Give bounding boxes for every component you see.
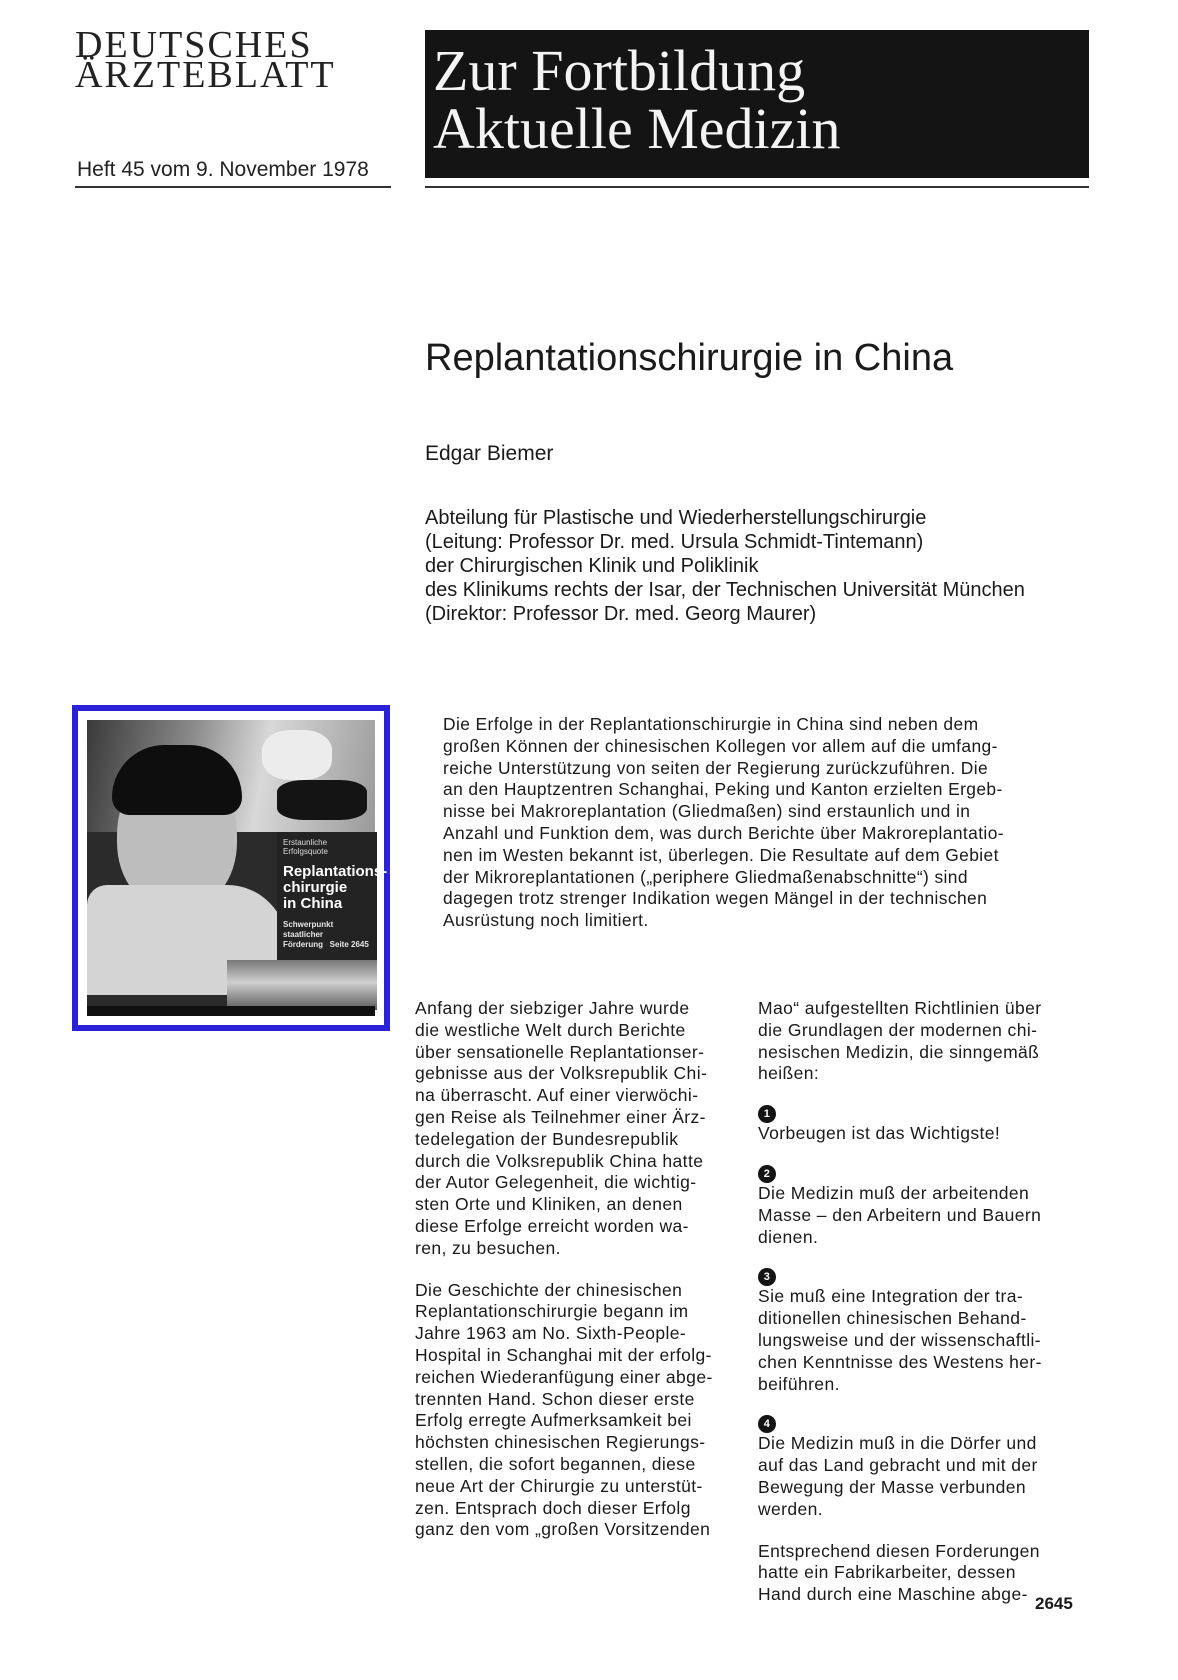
affiliation-line: (Direktor: Professor Dr. med. Georg Maurer) <box>425 603 817 625</box>
body-line: Hand durch eine Maschine abge- <box>758 1584 1028 1605</box>
banner-line-1: Zur Fortbildung <box>433 38 806 103</box>
body-line: stellen, die sofort begannen, diese <box>415 1453 696 1474</box>
body-line: über sensationelle Replantationser- <box>415 1041 705 1062</box>
number-bullet-icon: 4 <box>758 1415 776 1433</box>
body-line: nesischen Medizin, die sinngemäß <box>758 1041 1040 1062</box>
body-paragraph-2 <box>415 1280 745 1542</box>
cover-sub-1: Schwerpunkt staatlicher <box>283 920 334 939</box>
guideline-line: werden. <box>758 1498 824 1519</box>
cover-sub-3: Seite 2645 <box>329 940 369 949</box>
cover-sub-2: Förderung <box>283 940 323 949</box>
abstract-line: großen Können der chinesischen Kollegen vor allem auf die umfang- <box>443 735 998 756</box>
body-line: gebnisse aus der Volksrepublik Chi- <box>415 1063 708 1084</box>
body-line: die westliche Welt durch Berichte <box>415 1019 686 1040</box>
guideline-line <box>758 1105 1088 1145</box>
guideline-line <box>758 1165 1088 1205</box>
body-line: zen. Entsprach doch dieser Erfolg <box>415 1497 691 1518</box>
abstract-line: nisse bei Makroreplantation (Gliedmaßen) sind erstaunlich und in <box>443 801 971 822</box>
guideline-item-3 <box>758 1268 1088 1395</box>
photo-raised-hand <box>262 730 332 780</box>
cover-headline: Replantations- <box>283 863 388 880</box>
guideline-line: Masse – den Arbeitern und Bauern <box>758 1204 1042 1225</box>
body-line: heißen: <box>758 1063 820 1084</box>
body-line: Replantationschirurgie begann im <box>415 1301 689 1322</box>
guideline-item-4 <box>758 1415 1088 1520</box>
cover-headline: in China <box>283 895 343 912</box>
number-bullet-icon: 2 <box>758 1165 776 1183</box>
masthead-line-2: ÄRZTEBLATT <box>75 54 336 96</box>
guideline-text: Sie muß eine Integration der tra- <box>758 1286 1024 1307</box>
body-line: Entsprechend diesen Forderungen <box>758 1540 1040 1561</box>
guideline-line: beiführen. <box>758 1373 840 1394</box>
guideline-text: Die Medizin muß der arbeitenden <box>758 1182 1030 1203</box>
body-line: gen Reise als Teilnehmer einer Ärz- <box>415 1106 706 1127</box>
article-title: Replantationschirurgie in China <box>425 337 954 379</box>
photo-surgery-scene <box>227 960 377 1010</box>
cover-kicker: Erstaunliche Erfolgsquote <box>283 838 328 856</box>
affiliation-line: der Chirurgischen Klinik und Poliklinik <box>425 555 759 577</box>
affiliation-line: des Klinikums rechts der Isar, der Technischen Universität München <box>425 579 1025 601</box>
body-paragraph-intro <box>758 998 1088 1085</box>
abstract-line: dagegen trotz strenger Indikation wegen Mängel in der technischen <box>443 888 988 909</box>
affiliation-line: (Leitung: Professor Dr. med. Ursula Schmidt-Tintemann) <box>425 531 924 553</box>
body-line: neue Art der Chirurgie zu unterstüt- <box>415 1475 703 1496</box>
body-line: tedelegation der Bundesrepublik <box>415 1128 679 1149</box>
guideline-line <box>758 1415 1088 1455</box>
body-line: na überrascht. Auf einer vierwöchi- <box>415 1085 699 1106</box>
section-banner <box>425 30 1089 178</box>
body-column-2 <box>758 998 1088 1626</box>
body-line: höchsten chinesischen Regierungs- <box>415 1432 706 1453</box>
abstract-line: nen im Westen bekannt ist, überlegen. Die Resultate auf dem Gebiet <box>443 844 999 865</box>
cover-figure <box>72 705 390 1031</box>
body-line: diese Erfolge erreicht worden wa- <box>415 1215 689 1236</box>
body-line: ren, zu besuchen. <box>415 1237 561 1258</box>
body-line: Die Geschichte der chinesischen <box>415 1279 683 1300</box>
abstract-line: der Mikroreplantationen („periphere Gliedmaßenabschnitte“) sind <box>443 866 968 887</box>
body-line: Mao“ aufgestellten Richtlinien über <box>758 998 1042 1018</box>
affiliation-line: Abteilung für Plastische und Wiederherstellungschirurgie <box>425 507 927 529</box>
author-affiliation <box>425 506 1115 626</box>
page-number: 2645 <box>1035 1594 1073 1613</box>
header-rule-left <box>75 186 391 188</box>
masthead-line-1: DEUTSCHES <box>75 24 313 66</box>
cover-text-panel <box>277 832 388 968</box>
body-column-1 <box>415 998 745 1561</box>
body-line: reichen Wiederanfügung einer abge- <box>415 1366 713 1387</box>
guideline-line: lungsweise und der wissenschaftli- <box>758 1329 1042 1350</box>
article-abstract <box>443 714 1080 932</box>
cover-headline: chirurgie <box>283 879 348 896</box>
photo-dark-hand <box>277 780 367 820</box>
guideline-line: auf das Land gebracht und mit der <box>758 1455 1038 1476</box>
abstract-line: Die Erfolge in der Replantationschirurgie in China sind neben dem <box>443 714 979 734</box>
body-line: Erfolg erregte Aufmerksamkeit bei <box>415 1410 692 1431</box>
abstract-line: reiche Unterstützung von seiten der Regierung zurückzuführen. Die <box>443 757 989 778</box>
body-line: sten Orte und Kliniken, an denen <box>415 1194 683 1215</box>
guideline-line: chen Kenntnisse des Westens her- <box>758 1351 1042 1372</box>
body-line: Jahre 1963 am No. Sixth-People- <box>415 1323 687 1344</box>
journal-masthead <box>75 24 336 96</box>
abstract-line: Anzahl und Funktion dem, was durch Berichte über Makroreplantatio- <box>443 822 1004 843</box>
abstract-line: Ausrüstung noch limitiert. <box>443 910 649 931</box>
guideline-line: dienen. <box>758 1226 819 1247</box>
guideline-item-1 <box>758 1105 1088 1145</box>
body-line: hatte ein Fabrikarbeiter, dessen <box>758 1562 1016 1583</box>
body-line: trennten Hand. Schon dieser erste <box>415 1388 695 1409</box>
body-line: der Autor Gelegenheit, die wichtig- <box>415 1172 697 1193</box>
guideline-text: Vorbeugen ist das Wichtigste! <box>758 1123 1001 1144</box>
guideline-item-2 <box>758 1165 1088 1248</box>
guideline-line <box>758 1268 1088 1308</box>
number-bullet-icon: 3 <box>758 1268 776 1286</box>
cover-subline <box>283 920 371 950</box>
body-line: Hospital in Schanghai mit der erfolg- <box>415 1344 712 1365</box>
number-bullet-icon: 1 <box>758 1105 776 1123</box>
issue-line: Heft 45 vom 9. November 1978 <box>77 158 369 181</box>
abstract-line: an den Hauptzentren Schanghai, Peking und Kanton erzielten Ergeb- <box>443 779 1003 800</box>
banner-line-2: Aktuelle Medizin <box>433 96 841 161</box>
guideline-line: ditionellen chinesischen Behand- <box>758 1308 1027 1329</box>
body-paragraph-1 <box>415 998 745 1260</box>
header-rule-right <box>425 186 1089 188</box>
article-author: Edgar Biemer <box>425 442 554 465</box>
cover-photo <box>87 720 388 1016</box>
body-line: die Grundlagen der modernen chi- <box>758 1019 1038 1040</box>
photo-bottom-strip <box>87 1006 375 1016</box>
guideline-text: Die Medizin muß in die Dörfer und <box>758 1433 1037 1454</box>
body-line: durch die Volksrepublik China hatte <box>415 1150 704 1171</box>
guideline-line: Bewegung der Masse verbunden <box>758 1476 1027 1497</box>
body-line: ganz den vom „großen Vorsitzenden <box>415 1519 711 1540</box>
body-line: Anfang der siebziger Jahre wurde <box>415 998 690 1018</box>
